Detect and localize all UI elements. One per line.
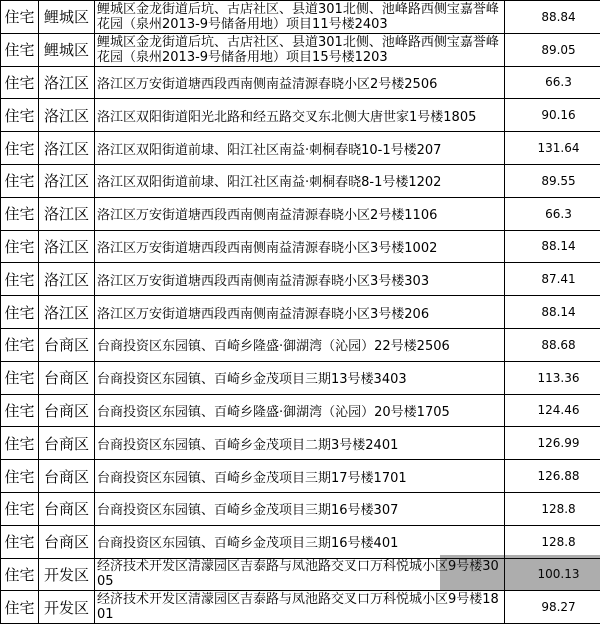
type-cell: 住宅 — [1, 427, 39, 460]
district-cell: 洛江区 — [39, 99, 95, 132]
property-table-body — [1, 1, 600, 624]
area-cell: 87.41 — [505, 263, 600, 296]
table-row — [1, 99, 600, 132]
table-row — [1, 361, 600, 394]
area-cell: 98.27 — [505, 591, 600, 624]
table-row — [1, 394, 600, 427]
type-cell: 住宅 — [1, 1, 39, 34]
address-cell: 台商投资区东园镇、百崎乡隆盛·御湖湾（沁园）20号楼1705 — [95, 394, 505, 427]
district-cell: 洛江区 — [39, 230, 95, 263]
address-cell: 洛江区双阳街道阳光北路和经五路交叉东北侧大唐世家1号楼1805 — [95, 99, 505, 132]
table-row — [1, 492, 600, 525]
district-cell: 洛江区 — [39, 296, 95, 329]
area-cell: 126.88 — [505, 460, 600, 493]
district-cell: 洛江区 — [39, 197, 95, 230]
area-cell: 126.99 — [505, 427, 600, 460]
address-cell: 鲤城区金龙街道后坑、古店社区、县道301北侧、池峰路西侧宝嘉誉峰花园（泉州2013-9号储备用地）项目11号楼2403 — [95, 1, 505, 34]
district-cell: 洛江区 — [39, 263, 95, 296]
type-cell: 住宅 — [1, 296, 39, 329]
address-cell: 台商投资区东园镇、百崎乡金茂项目二期3号楼2401 — [95, 427, 505, 460]
area-cell: 124.46 — [505, 394, 600, 427]
area-cell: 66.3 — [505, 197, 600, 230]
table-row — [1, 1, 600, 34]
district-cell: 台商区 — [39, 460, 95, 493]
address-cell: 台商投资区东园镇、百崎乡金茂项目三期13号楼3403 — [95, 361, 505, 394]
area-cell: 128.8 — [505, 492, 600, 525]
address-cell: 台商投资区东园镇、百崎乡金茂项目三期16号楼401 — [95, 525, 505, 558]
type-cell: 住宅 — [1, 460, 39, 493]
district-cell: 鲤城区 — [39, 1, 95, 34]
address-cell: 经济技术开发区清濛园区吉泰路与凤池路交叉口万科悦城小区9号楼3005 — [95, 558, 505, 591]
table-row — [1, 263, 600, 296]
address-cell: 台商投资区东园镇、百崎乡金茂项目三期17号楼1701 — [95, 460, 505, 493]
district-cell: 台商区 — [39, 361, 95, 394]
table-row — [1, 66, 600, 99]
district-cell: 台商区 — [39, 328, 95, 361]
district-cell: 台商区 — [39, 394, 95, 427]
area-cell: 88.68 — [505, 328, 600, 361]
type-cell: 住宅 — [1, 591, 39, 624]
area-cell: 100.13 — [505, 558, 600, 591]
type-cell: 住宅 — [1, 394, 39, 427]
type-cell: 住宅 — [1, 164, 39, 197]
district-cell: 鲤城区 — [39, 33, 95, 66]
area-cell: 90.16 — [505, 99, 600, 132]
district-cell: 台商区 — [39, 492, 95, 525]
address-cell: 洛江区双阳街道前埭、阳江社区南益·刺桐春晓10-1号楼207 — [95, 132, 505, 165]
address-cell: 洛江区万安街道塘西段西南侧南益清源春晓小区2号楼2506 — [95, 66, 505, 99]
type-cell: 住宅 — [1, 197, 39, 230]
district-cell: 洛江区 — [39, 132, 95, 165]
area-cell: 89.05 — [505, 33, 600, 66]
table-row — [1, 296, 600, 329]
area-cell: 66.3 — [505, 66, 600, 99]
address-cell: 经济技术开发区清濛园区吉泰路与凤池路交叉口万科悦城小区9号楼1801 — [95, 591, 505, 624]
type-cell: 住宅 — [1, 33, 39, 66]
district-cell: 台商区 — [39, 427, 95, 460]
area-cell: 131.64 — [505, 132, 600, 165]
type-cell: 住宅 — [1, 525, 39, 558]
address-cell: 洛江区双阳街道前埭、阳江社区南益·刺桐春晓8-1号楼1202 — [95, 164, 505, 197]
table-row — [1, 33, 600, 66]
address-cell: 洛江区万安街道塘西段西南侧南益清源春晓小区2号楼1106 — [95, 197, 505, 230]
district-cell: 开发区 — [39, 591, 95, 624]
table-row — [1, 591, 600, 624]
address-cell: 洛江区万安街道塘西段西南侧南益清源春晓小区3号楼1002 — [95, 230, 505, 263]
district-cell: 台商区 — [39, 525, 95, 558]
table-row — [1, 197, 600, 230]
address-cell: 洛江区万安街道塘西段西南侧南益清源春晓小区3号楼303 — [95, 263, 505, 296]
type-cell: 住宅 — [1, 361, 39, 394]
type-cell: 住宅 — [1, 99, 39, 132]
type-cell: 住宅 — [1, 132, 39, 165]
table-row — [1, 164, 600, 197]
table-row — [1, 427, 600, 460]
address-cell: 洛江区万安街道塘西段西南侧南益清源春晓小区3号楼206 — [95, 296, 505, 329]
table-row — [1, 558, 600, 591]
type-cell: 住宅 — [1, 230, 39, 263]
area-cell: 88.14 — [505, 296, 600, 329]
table-row — [1, 460, 600, 493]
district-cell: 洛江区 — [39, 164, 95, 197]
address-cell: 台商投资区东园镇、百崎乡隆盛·御湖湾（沁园）22号楼2506 — [95, 328, 505, 361]
area-cell: 89.55 — [505, 164, 600, 197]
address-cell: 鲤城区金龙街道后坑、古店社区、县道301北侧、池峰路西侧宝嘉誉峰花园（泉州2013-9号储备用地）项目15号楼1203 — [95, 33, 505, 66]
type-cell: 住宅 — [1, 558, 39, 591]
area-cell: 88.14 — [505, 230, 600, 263]
type-cell: 住宅 — [1, 263, 39, 296]
district-cell: 洛江区 — [39, 66, 95, 99]
address-cell: 台商投资区东园镇、百崎乡金茂项目三期16号楼307 — [95, 492, 505, 525]
table-row — [1, 132, 600, 165]
type-cell: 住宅 — [1, 328, 39, 361]
type-cell: 住宅 — [1, 66, 39, 99]
area-cell: 88.84 — [505, 1, 600, 34]
area-cell: 128.8 — [505, 525, 600, 558]
table-row — [1, 230, 600, 263]
table-row — [1, 525, 600, 558]
table-row — [1, 328, 600, 361]
district-cell: 开发区 — [39, 558, 95, 591]
area-cell: 113.36 — [505, 361, 600, 394]
type-cell: 住宅 — [1, 492, 39, 525]
